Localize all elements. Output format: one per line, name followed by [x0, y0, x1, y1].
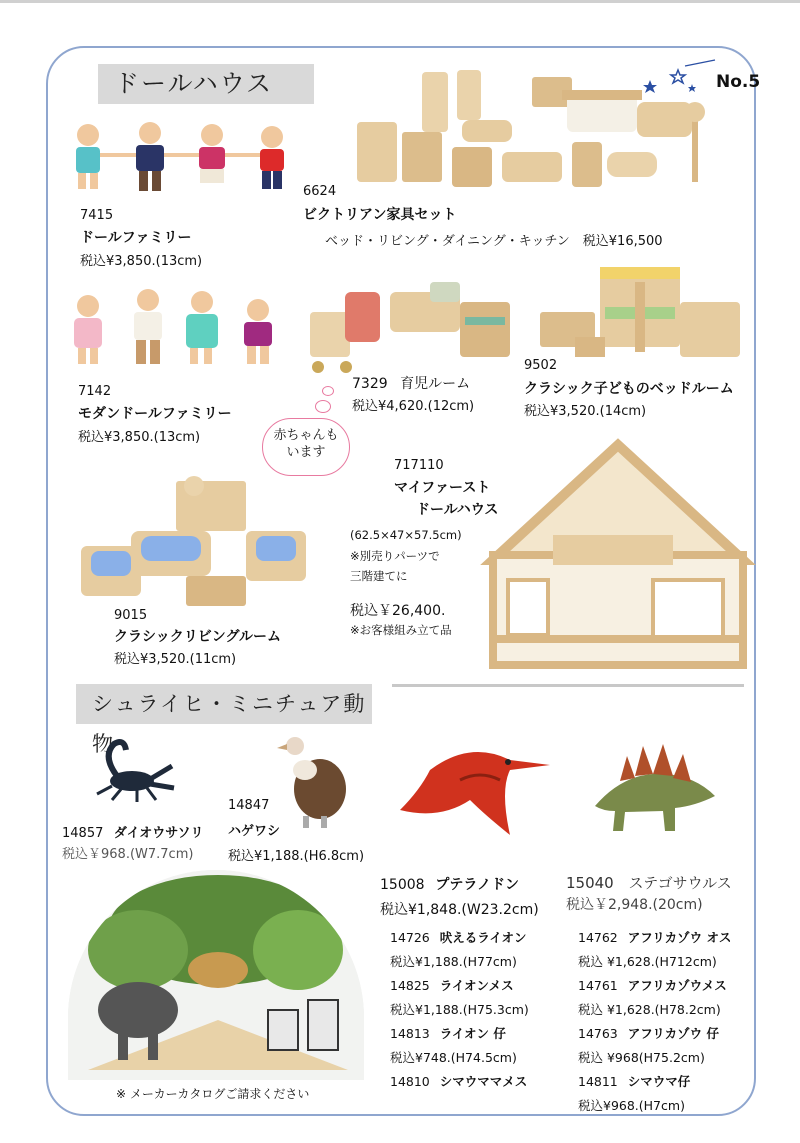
page-number: No.5 [716, 72, 761, 92]
product-price-9015: 税込¥3,520.(11cm) [114, 652, 237, 667]
list-item-code: 14726 [390, 930, 430, 945]
list-item-head [390, 926, 565, 950]
list-item-head [390, 1070, 565, 1094]
list-item-price: 税込 ¥1,628.(H712cm) [578, 954, 717, 969]
list-item-price: 税込¥1,188.(H75.3cm) [390, 1002, 529, 1017]
product-name-7415: ドールファミリー [80, 230, 192, 246]
animal-name-15008: プテラノドン [435, 877, 520, 893]
list-item-code: 14825 [390, 978, 430, 993]
product-code-7329-num: 7329 [352, 376, 388, 392]
animal-list-right [578, 926, 753, 1118]
animal-14857 [62, 822, 203, 841]
scorpion-image [92, 736, 182, 806]
product-name-7142: モダンドールファミリー [78, 406, 232, 422]
list-item-code: 14811 [578, 1074, 618, 1089]
list-item-code: 14763 [578, 1026, 618, 1041]
classic-living-room-image [76, 476, 316, 616]
product-note1-717110: ※別売りパーツで [350, 549, 440, 563]
product-note3-717110: ※お客様組み立て品 [350, 623, 452, 637]
catalog-note: ※ メーカーカタログご請求ください [116, 1087, 310, 1101]
victorian-furniture-image [352, 62, 752, 202]
product-name-717110-line1: マイファースト [394, 480, 491, 496]
product-size-717110: (62.5×47×57.5cm) [350, 528, 462, 542]
animal-price-15040: 税込￥2,948.(20cm) [566, 897, 703, 913]
animal-15040 [566, 872, 732, 893]
list-item-head [578, 1070, 753, 1094]
list-item-head [578, 926, 753, 950]
product-price-9502: 税込¥3,520.(14cm) [524, 404, 647, 419]
wooden-dollhouse-image [478, 440, 758, 670]
top-border-line [0, 0, 800, 3]
stegosaurus-image [585, 736, 725, 836]
list-item-head [390, 974, 565, 998]
animal-price-15008: 税込¥1,848.(W23.2cm) [380, 902, 539, 918]
list-item-price: 税込¥1,188.(H77cm) [390, 954, 517, 969]
vulture-image [275, 734, 355, 829]
product-code-6624: 6624 [303, 184, 337, 199]
list-item-head [578, 974, 753, 998]
animal-name-14847: ハゲワシ [228, 824, 281, 839]
product-note2-717110: 三階建てに [350, 569, 408, 583]
animal-price-14847: 税込¥1,188.(H6.8cm) [228, 849, 365, 864]
list-item-price: 税込 ¥968(H75.2cm) [578, 1050, 705, 1065]
bubble-line-1: 赤ちゃんも [273, 428, 339, 443]
product-code-9502: 9502 [524, 358, 558, 373]
list-item-code: 14761 [578, 978, 618, 993]
section-title-animals: シュライヒ・ミニチュア動物 [76, 684, 372, 724]
list-item-code: 14813 [390, 1026, 430, 1041]
animal-15008 [380, 874, 519, 894]
product-price-7329: 税込¥4,620.(12cm) [352, 399, 475, 414]
list-item-name: アフリカゾウ オス [627, 930, 732, 945]
list-item-price: 税込 ¥1,628.(H78.2cm) [578, 1002, 721, 1017]
animal-code-15008: 15008 [380, 877, 425, 893]
product-price-7142: 税込¥3,850.(13cm) [78, 430, 201, 445]
kids-bedroom-image [530, 262, 750, 362]
product-price-717110: 税込￥26,400. [350, 603, 446, 619]
animal-price-14857: 税込￥968.(W7.7cm) [62, 847, 194, 862]
list-item-head [390, 1022, 565, 1046]
section-divider [392, 684, 744, 687]
list-item-price: 税込¥968.(H7cm) [578, 1098, 685, 1113]
list-item-name: シマウママメス [439, 1074, 528, 1089]
product-code-7329 [352, 373, 470, 393]
animal-code-14857: 14857 [62, 826, 104, 841]
bubble-dot-small [322, 386, 334, 396]
product-code-717110: 717110 [394, 458, 444, 473]
modern-doll-family-image [62, 288, 292, 373]
list-item-name: アフリカゾウメス [627, 978, 727, 993]
animal-code-15040: 15040 [566, 874, 614, 892]
animal-name-15040: ステゴサウルス [628, 874, 732, 892]
product-name-9015: クラシックリビングルーム [114, 629, 282, 645]
doll-family-image [66, 115, 296, 195]
product-code-7415: 7415 [80, 208, 114, 223]
product-name-9502: クラシック子どものベッドルーム [524, 381, 734, 397]
nursery-room-image [300, 272, 515, 377]
animal-diorama-image [68, 870, 364, 1080]
list-item-name: ライオンメス [439, 978, 514, 993]
diorama-scene-icon [68, 870, 364, 1080]
list-item-head [578, 1022, 753, 1046]
product-name-717110-line2: ドールハウス [416, 502, 499, 518]
pteranodon-image [390, 740, 560, 850]
bubble-line-2: います [286, 445, 326, 460]
product-code-7142: 7142 [78, 384, 112, 399]
list-item-name: 吠えるライオン [439, 930, 527, 945]
product-code-9015: 9015 [114, 608, 148, 623]
animal-list-left-2 [390, 974, 565, 1094]
list-item-name: シマウマ仔 [627, 1074, 691, 1089]
product-price-7415: 税込¥3,850.(13cm) [80, 254, 203, 269]
animal-code-14847: 14847 [228, 798, 270, 813]
product-name-6624: ビクトリアン家具セット [303, 207, 457, 223]
baby-callout-bubble [262, 418, 350, 476]
bubble-dot-medium [315, 400, 331, 413]
animal-name-14857: ダイオウサソリ [113, 826, 204, 841]
list-item-code: 14762 [578, 930, 618, 945]
product-name-7329: 育児ルーム [400, 376, 471, 392]
list-item-name: ライオン 仔 [439, 1026, 506, 1041]
section-title-dollhouse: ドールハウス [98, 64, 314, 104]
list-item-name: アフリカゾウ 仔 [627, 1026, 719, 1041]
list-item-code: 14810 [390, 1074, 430, 1089]
product-desc-6624: ベッド・リビング・ダイニング・キッチン 税込¥16,500 [325, 234, 663, 249]
list-item-price: 税込¥748.(H74.5cm) [390, 1050, 517, 1065]
